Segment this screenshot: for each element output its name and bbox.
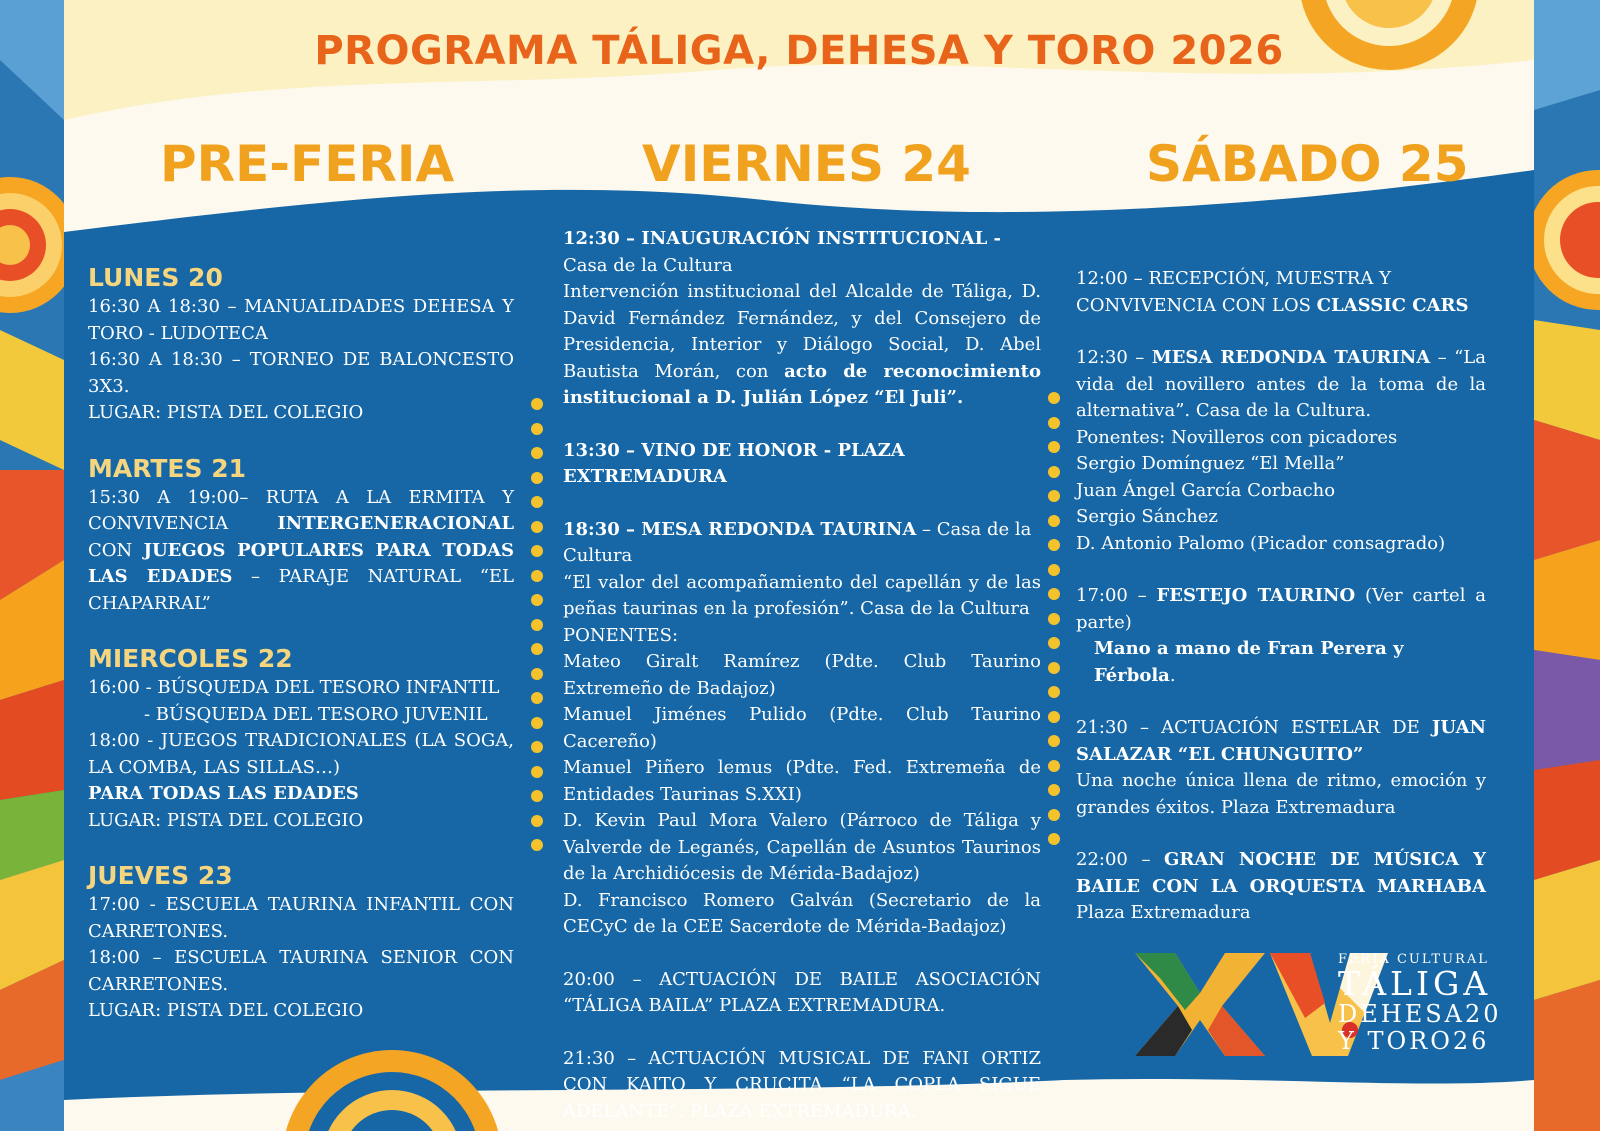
- preferia-miercoles-item: - BÚSQUEDA DEL TESORO JUVENIL: [144, 703, 488, 725]
- preferia-miercoles-item: 18:00 - JUEGOS TRADICIONALES (LA SOGA, LA COMBA, LAS SILLAS…): [88, 730, 514, 778]
- viernes-event-heading: 18:30 – MESA REDONDA TAURINA – Casa de la Cultura: [563, 518, 1032, 566]
- preferia-miercoles-item: PARA TODAS LAS EDADES: [88, 783, 359, 804]
- preferia-lunes-place: LUGAR: PISTA DEL COLEGIO: [88, 402, 364, 423]
- day-miercoles: MIERCOLES 22: [88, 644, 293, 673]
- sabado-ponente: Ponentes: Novilleros con picadores: [1076, 426, 1398, 448]
- viernes-ponente: Manuel Piñero lemus (Pdte. Fed. Extremeña de Entidades Taurinas S.XXI): [563, 757, 1041, 805]
- preferia-martes-item: 15:30 A 19:00– RUTA A LA ERMITA Y CONVIVENCIA INTERGENERACIONAL CON JUEGOS POPULARES PARA TODAS LAS EDADES – PARAJE NATURAL “EL CHAPARRAL”: [88, 486, 514, 614]
- viernes-event-heading: 13:30 – VINO DE HONOR - PLAZA EXTREMADURA: [563, 439, 905, 487]
- sabado-ponente: Juan Ángel García Corbacho: [1076, 479, 1336, 501]
- preferia-jueves-place: LUGAR: PISTA DEL COLEGIO: [88, 1000, 364, 1021]
- viernes-ponente: Mateo Giralt Ramírez (Pdte. Club Taurino Extremeño de Badajoz): [563, 651, 1041, 699]
- preferia-lunes-item: 16:30 A 18:30 – MANUALIDADES DEHESA Y TORO - LUDOTECA: [88, 296, 514, 344]
- sabado-ponente: D. Antonio Palomo (Picador consagrado): [1076, 532, 1446, 554]
- preferia-lunes-item: 16:30 A 18:30 – TORNEO DE BALONCESTO 3X3.: [88, 349, 514, 397]
- program-panel: [64, 0, 1534, 1131]
- column-heading-viernes: VIERNES 24: [642, 135, 971, 193]
- sabado-ponente: Sergio Domínguez “El Mella”: [1076, 453, 1345, 474]
- viernes-event-text: Intervención institucional del Alcalde de Táliga, D. David Fernández Fernández, y del Consejero de Presidencia, Interior y Diálogo Social, D. Abel Bautista Morán, con acto de reconocimiento institucional a D. Julián López “El Juli”.: [563, 281, 1041, 408]
- logo-line-dehesa: DEHESA20: [1338, 1000, 1502, 1028]
- sabado-event-text: 21:30 – ACTUACIÓN ESTELAR DE JUAN SALAZAR “EL CHUNGUITO”: [1076, 717, 1486, 765]
- program-title: PROGRAMA TÁLIGA, DEHESA Y TORO 2026: [314, 28, 1284, 74]
- viernes-event-text: 21:30 – ACTUACIÓN MUSICAL DE FANI ORTIZ CON KAITO Y CRUCITA “LA COPLA SIGUE ADELANTE”. PLAZA EXTREMADURA.: [563, 1047, 1041, 1122]
- viernes-event-heading: 12:30 – INAUGURACIÓN INSTITUCIONAL -: [563, 228, 1001, 249]
- viernes-ponente: Manuel Jiménes Pulido (Pdte. Club Taurino Cacereño): [563, 704, 1041, 752]
- sabado-ponente: Sergio Sánchez: [1076, 506, 1218, 527]
- right-decorative-border: [1534, 0, 1600, 1131]
- left-decorative-border: [0, 0, 64, 1131]
- preferia-column: [88, 262, 514, 1025]
- logo-line-toro: Y TORO26: [1338, 1027, 1490, 1055]
- logo-line-feria-cultural: FERIA CULTURAL: [1338, 952, 1489, 967]
- viernes-column: [563, 226, 1041, 1125]
- preferia-miercoles-place: LUGAR: PISTA DEL COLEGIO: [88, 809, 364, 831]
- preferia-miercoles-item: 16:00 - BÚSQUEDA DEL TESORO INFANTIL: [88, 677, 500, 698]
- sabado-column: [1076, 266, 1486, 927]
- viernes-ponente: D. Francisco Romero Galván (Secretario de la CECyC de la CEE Sacerdote de Mérida-Badajoz): [563, 889, 1041, 937]
- viernes-event-text: 20:00 – ACTUACIÓN DE BAILE ASOCIACIÓN “TÁLIGA BAILA” PLAZA EXTREMADURA.: [563, 968, 1041, 1016]
- day-lunes: LUNES 20: [88, 263, 223, 292]
- day-martes: MARTES 21: [88, 453, 246, 483]
- logo-line-taliga: TÁLIGA: [1338, 964, 1492, 1003]
- sabado-event-text: Una noche única llena de ritmo, emoción y grandes éxitos. Plaza Extremadura: [1076, 770, 1486, 818]
- viernes-ponente: D. Kevin Paul Mora Valero (Párroco de Táliga y Valverde de Leganés, Capellán de Asuntos Taurinos de la Archidiócesis de Mérida-Badajoz): [563, 810, 1041, 884]
- preferia-jueves-item: 18:00 – ESCUELA TAURINA SENIOR CON CARRETONES.: [88, 947, 514, 995]
- right-dot-separator: [1048, 392, 1060, 858]
- sabado-event-text: 12:00 – RECEPCIÓN, MUESTRA Y CONVIVENCIA CON LOS CLASSIC CARS: [1076, 268, 1469, 316]
- feria-logo-text: [1338, 952, 1502, 1055]
- preferia-jueves-item: 17:00 - ESCUELA TAURINA INFANTIL CON CARRETONES.: [88, 894, 514, 942]
- sabado-event-text: 22:00 – GRAN NOCHE DE MÚSICA Y BAILE CON LA ORQUESTA MARHABA Plaza Extremadura: [1076, 849, 1486, 923]
- sabado-event-text: 12:30 – MESA REDONDA TAURINA – “La vida del novillero antes de la toma de la alternativa”. Casa de la Cultura.: [1076, 347, 1486, 421]
- day-jueves: JUEVES 23: [88, 861, 233, 890]
- left-dot-separator: [531, 398, 543, 864]
- sabado-event-text: Mano a mano de Fran Perera y Férbola.: [1094, 638, 1404, 686]
- column-heading-preferia: PRE-FERIA: [160, 135, 455, 193]
- viernes-event-text: “El valor del acompañamiento del capellán y de las peñas taurinas en la profesión”. Casa de la Cultura: [563, 571, 1041, 619]
- column-heading-sabado: SÁBADO 25: [1146, 135, 1469, 193]
- viernes-ponentes-label: PONENTES:: [563, 624, 679, 646]
- sabado-event-text: 17:00 – FESTEJO TAURINO (Ver cartel a parte): [1076, 585, 1486, 633]
- viernes-event-place: Casa de la Cultura: [563, 254, 733, 276]
